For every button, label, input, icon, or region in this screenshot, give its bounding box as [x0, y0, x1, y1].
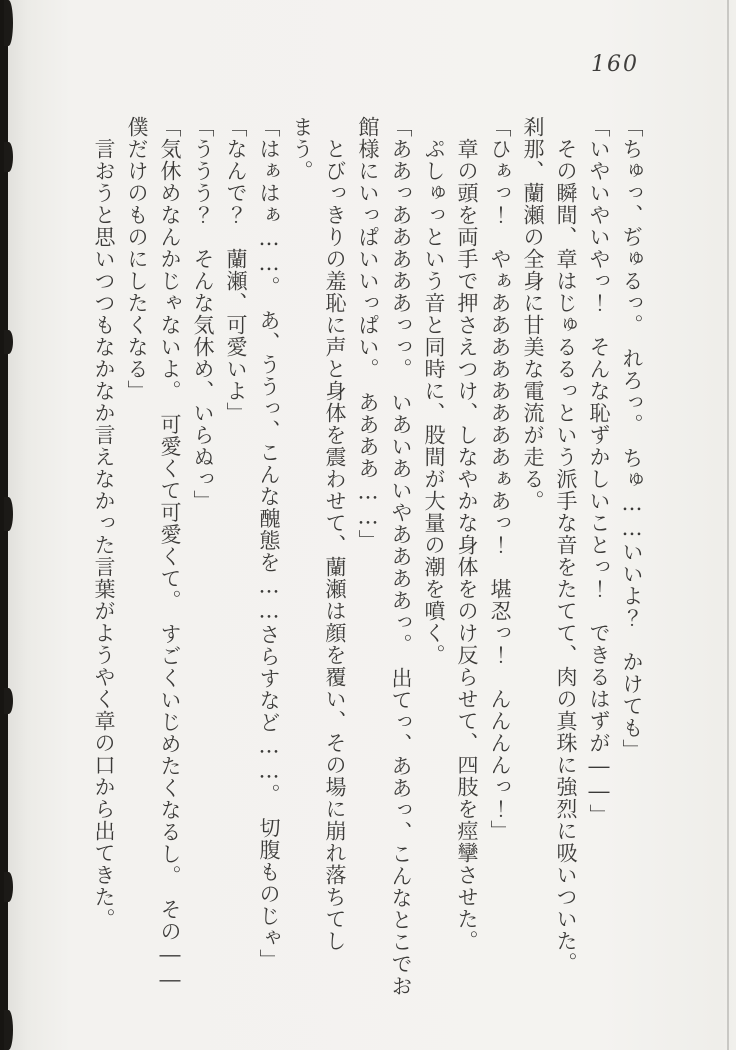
text-column: 章の頭を両手で押さえつけ、しなやかな身体をのけ反らせて、四肢を痙攣させた。 — [455, 116, 479, 952]
text-column: ぷしゅっという音と同時に、股間が大量の潮を噴く。 — [422, 116, 446, 666]
text-column: 「ううう？ そんな気休め、いらぬっ」 — [191, 116, 215, 512]
page-right-edge — [727, 0, 729, 1050]
binding-blob — [4, 142, 13, 172]
text-column: 「ああっあああああっっ。 いあいあいやああああっ。 出てっ、ああっ、こんなとこでお — [389, 116, 413, 997]
text-column: 言おうと思いつつもなかなか言えなかった言葉がようやく章の口から出てきた。 — [92, 116, 116, 930]
page-number: 160 — [591, 52, 639, 77]
binding-blob — [4, 330, 13, 354]
text-column: とびっきりの羞恥に声と身体を震わせて、蘭瀬は顔を覆い、その場に崩れ落ちてし — [323, 116, 347, 952]
binding-blob — [4, 0, 13, 46]
binding-blob — [4, 497, 13, 531]
text-column: その瞬間、章はじゅるるっという派手な音をたてて、肉の真珠に強烈に吸いついた。 — [554, 116, 578, 974]
text-column: 「ひぁっ！ やぁああああああああぁあっ！ 堪忍っ！ んんんんっ！」 — [488, 116, 512, 842]
text-column: 僕だけのものにしたくなる」 — [125, 116, 149, 402]
text-column: 「気休めなんかじゃないよ。 可愛くて可愛くて。 すごくいじめたくなるし。 その―― — [158, 116, 182, 993]
text-column: まう。 — [290, 116, 314, 182]
book-binding-edge — [0, 0, 8, 1050]
text-column: 「いやいやいやっ！ そんな恥ずかしいことっ！ できるはずが――」 — [587, 116, 611, 826]
text-column: 「はぁはぁ……。 あ、ううっ、こんな醜態を……さらすなど……。 切腹ものじゃ」 — [257, 116, 281, 971]
text-column: 刹那、蘭瀬の全身に甘美な電流が走る。 — [521, 116, 545, 512]
binding-blob — [4, 872, 13, 902]
binding-blob — [4, 1010, 13, 1050]
novel-text-block — [87, 116, 648, 997]
text-column: 「ちゅっ、ぢゅるっ。 れろっ。 ちゅ……いいよ？ かけても」 — [620, 116, 644, 761]
text-column: 館様にいっぱいいっぱい。 ああああ……」 — [356, 116, 380, 552]
text-column: 「なんで？ 蘭瀬、可愛いよ」 — [224, 116, 248, 424]
binding-blob — [4, 688, 13, 714]
